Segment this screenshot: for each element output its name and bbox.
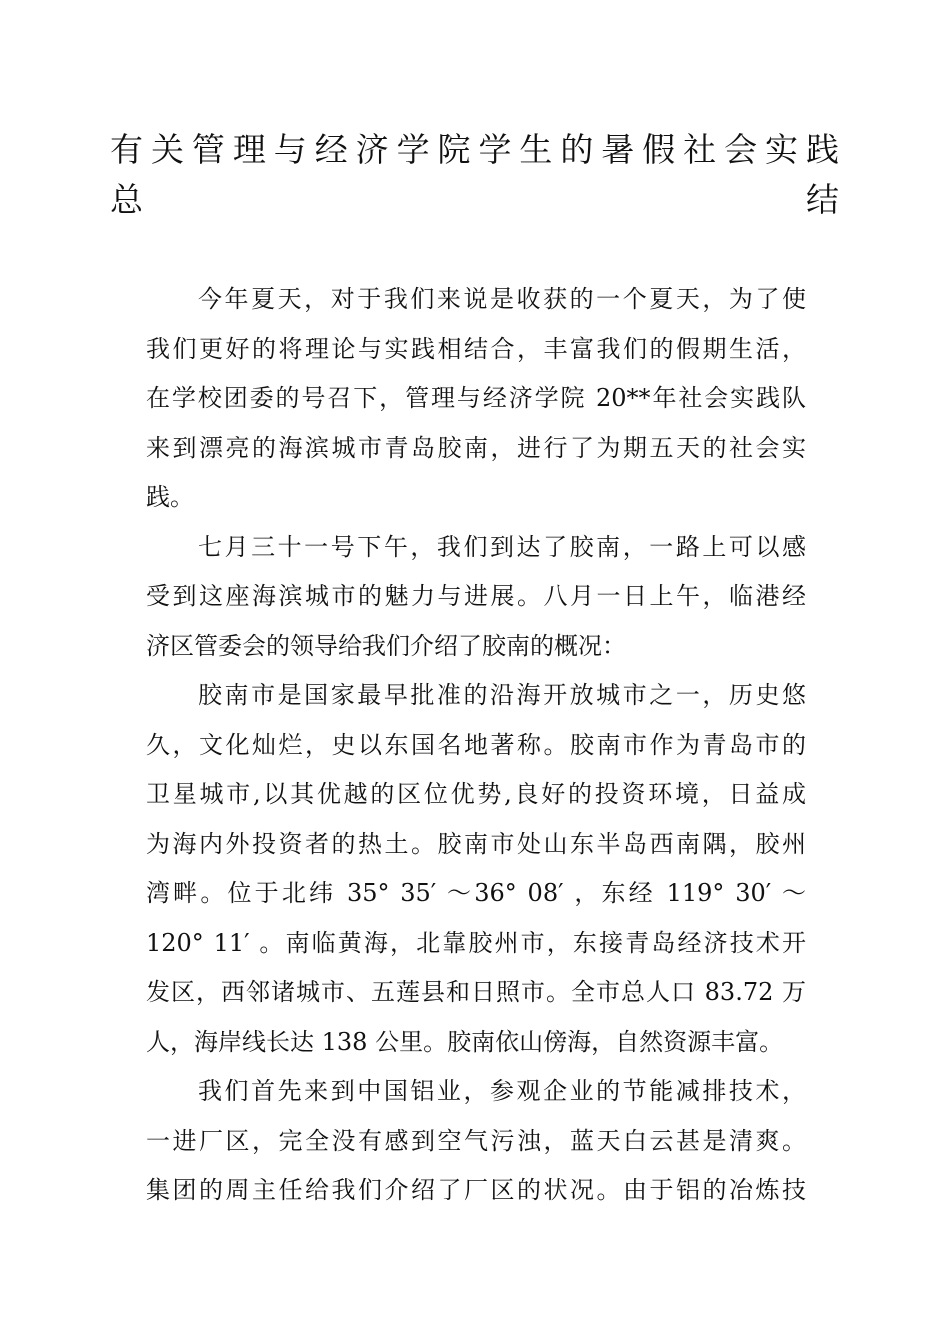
text-line: 今年夏天，对于我们来说是收获的一个夏天，为了使: [198, 285, 806, 313]
text-line: 为海内外投资者的热土。胶南市处山东半岛西南隅，胶州: [146, 829, 806, 858]
paragraph-arrival: [146, 523, 806, 672]
text-line: 来到漂亮的海滨城市青岛胶南，进行了为期五天的社会实: [146, 433, 806, 462]
title-line: 有关管理与经济学院学生的暑假社会实践: [110, 130, 840, 169]
text-line: 七月三十一号下午，我们到达了胶南，一路上可以感: [198, 532, 806, 561]
document-title: [110, 122, 840, 221]
text-line: 受到这座海滨城市的魅力与进展。八月一日上午，临港经: [146, 582, 806, 610]
text-line: 一进厂区，完全没有感到空气污浊，蓝天白云甚是清爽。: [146, 1126, 806, 1155]
title-line: 总结: [110, 179, 840, 219]
text-line: 我们首先来到中国铝业，参观企业的节能减排技术，: [198, 1077, 806, 1105]
text-line: 践。: [146, 483, 194, 511]
text-line: 久，文化灿烂，史以东国名地著称。胶南市作为青岛市的: [146, 730, 806, 759]
paragraph-intro: [146, 275, 806, 523]
text-line: 湾畔。位于北纬 35° 35′ ～36° 08′ ，东经 119° 30′ ～: [146, 879, 806, 907]
text-line: 卫星城市,以其优越的区位优势,良好的投资环境，日益成: [146, 780, 806, 808]
text-line: 在学校团委的号召下，管理与经济学院 20**年社会实践队: [146, 384, 806, 412]
text-line: 我们更好的将理论与实践相结合，丰富我们的假期生活，: [146, 334, 806, 363]
text-line: 120° 11′ 。南临黄海，北靠胶州市，东接青岛经济技术开: [146, 928, 806, 957]
text-line: 人，海岸线长达 138 公里。胶南依山傍海，自然资源丰富。: [146, 1027, 784, 1056]
text-line: 发区，西邻诸城市、五莲县和日照市。全市总人口 83.72 万: [146, 978, 806, 1006]
text-line: 集团的周主任给我们介绍了厂区的状况。由于铝的冶炼技: [146, 1176, 806, 1204]
document-body: [146, 275, 806, 1216]
paragraph-aluminum-visit: [146, 1067, 806, 1216]
paragraph-city-overview: [146, 671, 806, 1067]
text-line: 胶南市是国家最早批准的沿海开放城市之一，历史悠: [198, 681, 806, 709]
text-line: 济区管委会的领导给我们介绍了胶南的概况：: [146, 631, 626, 660]
